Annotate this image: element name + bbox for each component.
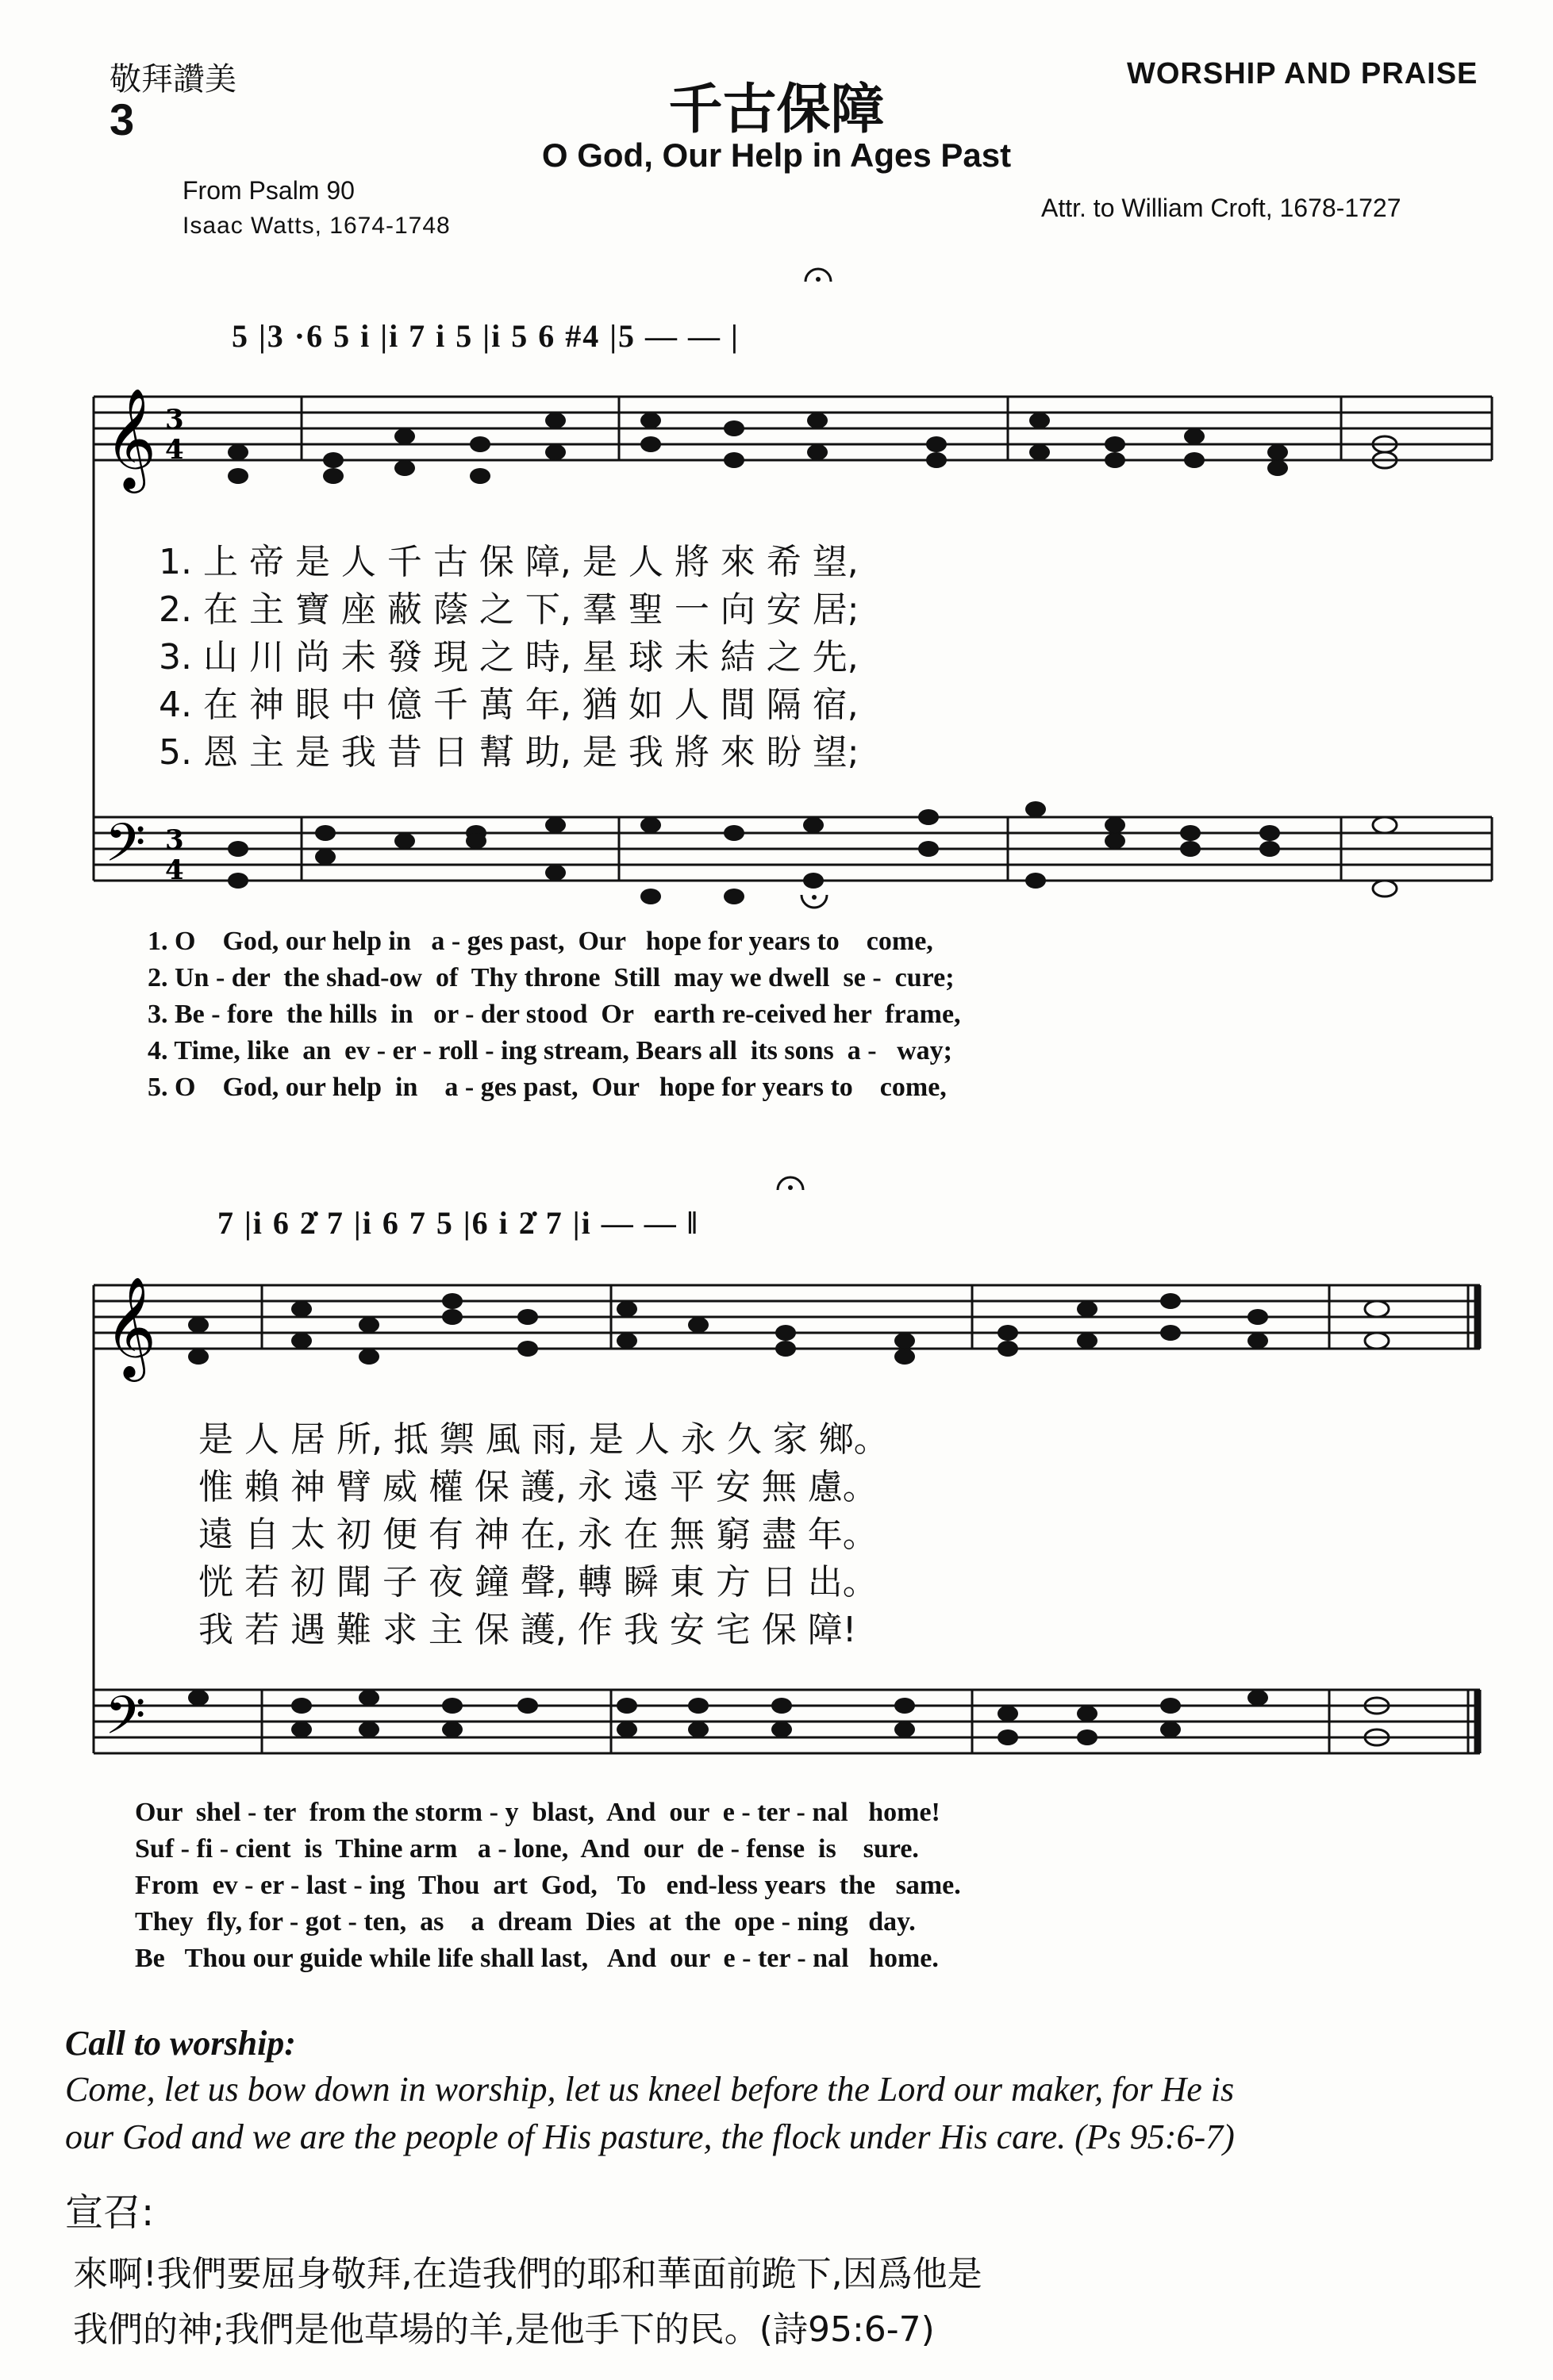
numbered-notation-line-1: 5 |3 ·6 5 i |i 7 i 5 |i 5 6 #4 |5 — — | — [232, 318, 740, 354]
chinese-verse-4-line-1: 4. 在 神 眼 中 億 千 萬 年, 猶 如 人 間 隔 宿, — [159, 685, 859, 725]
chinese-verse-5-line-1: 5. 恩 主 是 我 昔 日 幫 助, 是 我 將 來 盼 望; — [159, 732, 859, 773]
chinese-verse-5-line-2: 我 若 遇 難 求 主 保 護, 作 我 安 宅 保 障! — [198, 1610, 857, 1650]
english-verse-4-line-1: 4. Time, like an ev - er - roll - ing stream, Bears all its sons a - way; — [148, 1036, 952, 1065]
english-verse-3-line-1: 3. Be - fore the hills in or - der stood Or earth re-ceived her frame, — [148, 1000, 961, 1029]
chinese-verse-2-line-1: 2. 在 主 寶 座 蔽 蔭 之 下, 羣 聖 一 向 安 居; — [159, 589, 859, 630]
call-to-worship-chinese-line-1: 來啊!我們要屈身敬拜,在造我們的耶和華面前跪下,因爲他是 — [73, 2254, 982, 2294]
english-verse-3-line-2: From ev - er - last - ing Thou art God, To end-less years the same. — [135, 1871, 961, 1900]
svg-text:3: 3 — [165, 404, 184, 436]
numbered-notation-line-2: 7 |i 6 2̇ 7 |i 6 7 5 |6 i 2̇ 7 |i — — ‖ — [217, 1205, 699, 1241]
hymn-number: 3 — [110, 94, 135, 144]
svg-text:4: 4 — [165, 434, 184, 466]
english-verse-1-line-2: Our shel - ter from the storm - y blast, And our e - ter - nal home! — [135, 1798, 940, 1827]
english-verse-5-line-2: Be Thou our guide while life shall last, And our e - ter - nal home. — [135, 1944, 939, 1973]
call-to-worship-chinese-line-2: 我們的神;我們是他草場的羊,是他手下的民。(詩95:6-7) — [73, 2309, 935, 2350]
call-to-worship-line-2: our God and we are the people of His pasture, the flock under His care. (Ps 95:6-7) — [65, 2117, 1235, 2156]
series-title: WORSHIP AND PRAISE — [1127, 57, 1478, 90]
chinese-verse-3-line-2: 遠 自 太 初 便 有 神 在, 永 在 無 窮 盡 年。 — [198, 1514, 878, 1555]
composer-credit: Attr. to William Croft, 1678-1727 — [1041, 194, 1401, 222]
hymnal-name: 敬拜讚美 — [110, 61, 236, 98]
english-verse-4-line-2: They fly, for - got - ten, as a dream Dies at the ope - ning day. — [135, 1907, 916, 1937]
chinese-verse-4-line-2: 恍 若 初 聞 子 夜 鐘 聲, 轉 瞬 東 方 日 出。 — [198, 1562, 878, 1603]
svg-text:𝄢: 𝄢 — [105, 1685, 146, 1759]
english-verse-2-line-1: 2. Un - der the shad-ow of Thy throne Still may we dwell se - cure; — [148, 963, 955, 992]
call-to-worship-line-1: Come, let us bow down in worship, let us kneel before the Lord our maker, for He is — [65, 2070, 1235, 2109]
chinese-verse-1-line-1: 1. 上 帝 是 人 千 古 保 障, 是 人 將 來 希 望, — [159, 542, 859, 582]
hymn-title-chinese: 千古保障 — [668, 79, 885, 141]
text-source: From Psalm 90 — [183, 176, 355, 205]
english-verse-2-line-2: Suf - fi - cient is Thine arm a - lone, And our de - fense is sure. — [135, 1834, 919, 1864]
chinese-verse-3-line-1: 3. 山 川 尚 未 發 現 之 時, 星 球 未 結 之 先, — [159, 637, 859, 678]
call-to-worship-heading-chinese: 宣召: — [65, 2190, 155, 2235]
hymn-title-english: O God, Our Help in Ages Past — [541, 136, 1012, 174]
svg-text:3: 3 — [165, 824, 184, 856]
call-to-worship-heading: Call to worship: — [65, 2024, 296, 2063]
english-verse-5-line-1: 5. O God, our help in a - ges past, Our hope for years to come, — [148, 1073, 947, 1102]
english-verse-1-line-1: 1. O God, our help in a - ges past, Our hope for years to come, — [148, 927, 933, 956]
svg-text:4: 4 — [165, 854, 184, 886]
author-credit: Isaac Watts, 1674-1748 — [183, 213, 451, 239]
svg-text:𝄢: 𝄢 — [105, 812, 146, 886]
svg-text:𝄞: 𝄞 — [105, 1276, 157, 1377]
chinese-verse-1-line-2: 是 人 居 所, 抵 禦 風 雨, 是 人 永 久 家 鄉。 — [198, 1419, 889, 1460]
svg-text:𝄞: 𝄞 — [105, 387, 157, 489]
chinese-verse-2-line-2: 惟 賴 神 臂 威 權 保 護, 永 遠 平 安 無 慮。 — [198, 1467, 878, 1507]
